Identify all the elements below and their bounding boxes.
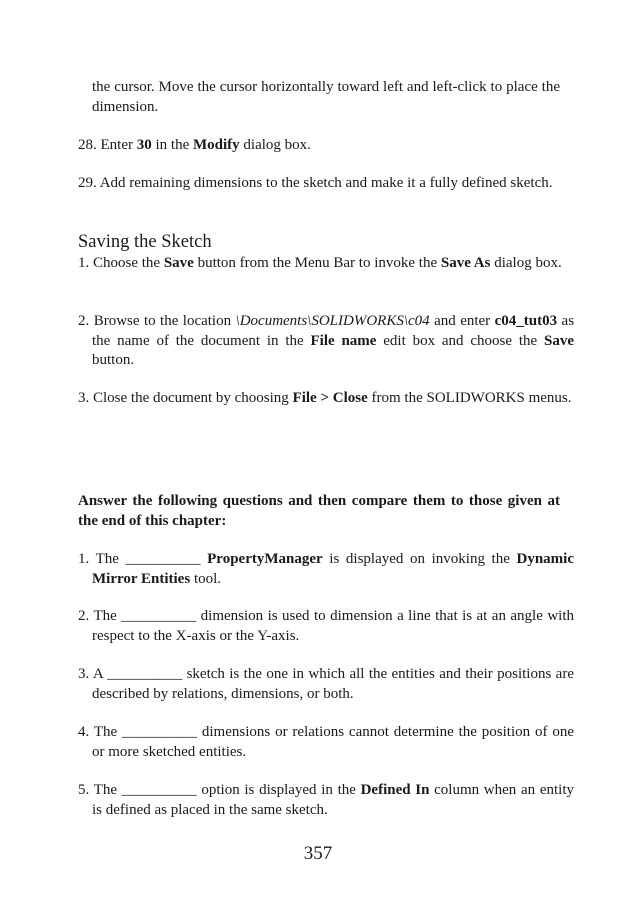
question-1: 1. The __________ PropertyManager is displayed on invoking the Dynamic Mirror Entities tool. bbox=[78, 551, 574, 587]
question-2: 2. The __________ dimension is used to dimension a line that is at an angle with respect to the X-axis or the Y-axis. bbox=[78, 608, 575, 644]
quiz-intro: Answer the following questions and then compare them to those given at the end of this chapter: bbox=[78, 493, 560, 529]
question-4: 4. The __________ dimensions or relations cannot determine the position of one or more sketched entities. bbox=[78, 724, 574, 760]
save-step-2: 2. Browse to the location \Documents\SOLIDWORKS\c04 and enter c04_tut03 as the name of the document in the File name edit box and choose the Save button. bbox=[78, 313, 575, 368]
step-29: 29. Add remaining dimensions to the sketch and make it a fully defined sketch. bbox=[78, 175, 553, 191]
page-number: 357 bbox=[303, 843, 333, 864]
section-heading: Saving the Sketch bbox=[78, 232, 212, 252]
save-step-3: 3. Close the document by choosing File > Close from the SOLIDWORKS menus. bbox=[78, 390, 572, 406]
step-28: 28. Enter 30 in the Modify dialog box. bbox=[78, 137, 311, 153]
question-3: 3. A __________ sketch is the one in which all the entities and their positions are described by relations, dimensions, or both. bbox=[78, 666, 574, 702]
question-5: 5. The __________ option is displayed in the Defined In column when an entity is defined as placed in the same sketch. bbox=[78, 782, 574, 818]
save-step-1: 1. Choose the Save button from the Menu Bar to invoke the Save As dialog box. bbox=[78, 255, 562, 271]
continuation-paragraph: the cursor. Move the cursor horizontally toward left and left-click to place the dimension. bbox=[92, 79, 560, 115]
